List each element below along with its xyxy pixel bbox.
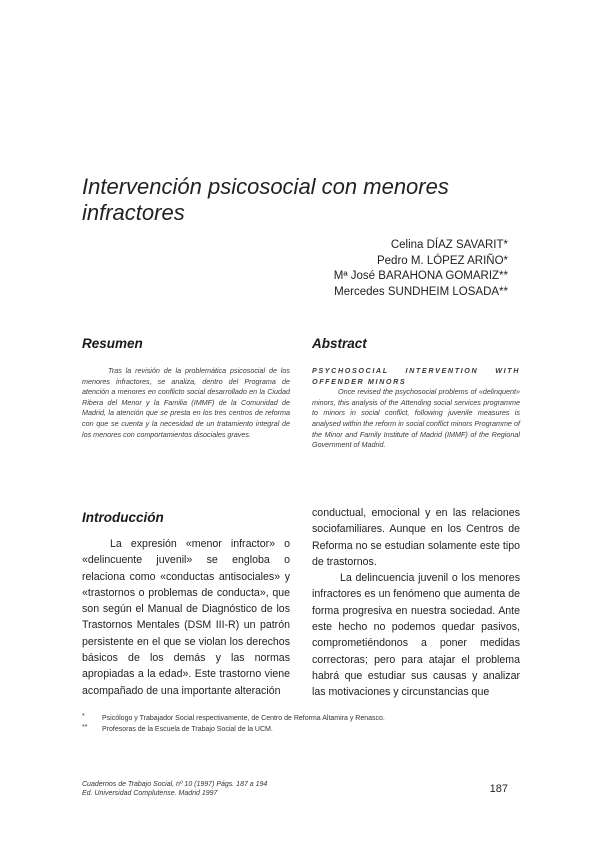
intro-paragraph-1: La expresión «menor infractor» o «delincuente juvenil» se engloba o relaciona como «conductas antisociales» y «trastornos o problemas de conducta», que son según el Manual de Diagnóstico de los Trastornos Mentales (DSM III-R) un patrón persistente en el que se violan los derechos básicos de los demás y las normas apropiadas a la edad». Este trastorno viene acompañado de una importante alteración [82, 538, 290, 697]
intro-column-right [312, 505, 520, 701]
author-name: Pedro M. LÓPEZ ARIÑO* [376, 254, 508, 267]
footnote-text: Psicólogo y Trabajador Social respectivamente, de Centro de Reforma Altamira y Renasco. [102, 715, 385, 722]
intro-paragraph-3: La delincuencia juvenil o los menores infractores es un fenómeno que aumenta de forma progresiva en nuestra sociedad. Ante este hecho no podemos quedar pasivos, comprometiéndonos a poner medidas correctoras; pero para atajar el problema habrá que estudiar sus causas y analizar las motivaciones y circunstancias que [312, 572, 520, 699]
footnote [82, 724, 522, 735]
journal-citation: Cuadernos de Trabajo Social, nº 10 (1997) Págs. 187 a 194 [82, 781, 268, 788]
abstract-paragraph: Once revised the psychosocial problems of «delinquent» minors, this analysis of the Attending social services programme to minors in social conflict, following juvenile measures is analysed within the reform in social conflict minors Programme of the Minor and Family Institute of Madrid (IMMF) of the Regional Government of Madrid. [312, 387, 520, 450]
author-name: Mercedes SUNDHEIM LOSADA** [334, 285, 508, 298]
footnote [82, 713, 522, 724]
article-title: Intervención psicosocial con menores infractores [82, 174, 449, 225]
abstract-subtitle: PSYCHOSOCIAL INTERVENTION WITH OFFENDER MINORS [312, 366, 520, 386]
resumen-text [82, 366, 290, 440]
author-list [334, 238, 508, 300]
author-name: Celina DÍAZ SAVARIT* [390, 239, 508, 251]
abstract-heading: Abstract [312, 336, 367, 351]
author-name: Mª José BARAHONA GOMARIZ** [333, 270, 508, 282]
intro-column-left [82, 536, 290, 699]
journal-reference [82, 780, 267, 798]
footnote-mark: * [82, 713, 85, 720]
page-number: 187 [489, 783, 508, 795]
resumen-heading: Resumen [82, 336, 143, 351]
resumen-paragraph: Tras la revisión de la problemática psicosocial de los menores infractores, se analiza, dentro del Programa de atención a menores en conflicto social desarrollado en la Ciudad Ribera del Menor y la Familia (IMMF) de la Comunidad de Madrid, la atención que se presta en los tres centros de reforma con que se cuenta y la necesidad de un tratamiento integral de los menores con comportamientos disociales graves. [82, 366, 290, 439]
footnote-text: Profesoras de la Escuela de Trabajo Social de la UCM. [102, 726, 273, 733]
journal-publisher: Ed. Universidad Complutense. Madrid 1997 [82, 790, 218, 797]
footnote-mark: ** [82, 724, 88, 731]
footnotes [82, 713, 522, 735]
intro-paragraph-2: conductual, emocional y en las relaciones sociofamiliares. Aunque en los Centros de Reforma no se estudian solamente este tipo de trastornos. [312, 507, 520, 568]
abstract-text [312, 366, 520, 451]
introduccion-heading: Introducción [82, 510, 164, 525]
